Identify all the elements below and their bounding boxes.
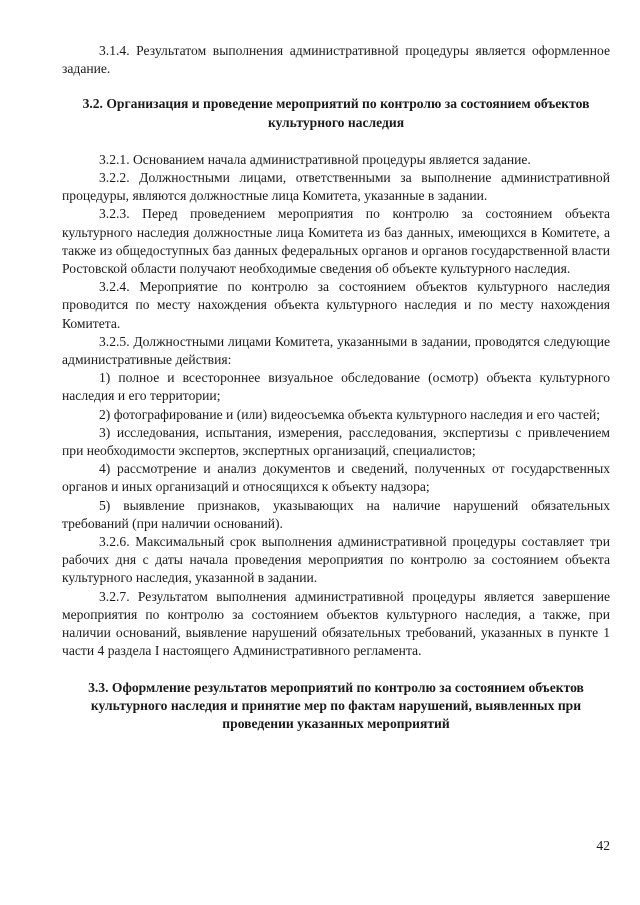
paragraph-3-2-4: 3.2.4. Мероприятие по контролю за состоянием объектов культурного наследия проводится по месту нахождения объекта культурного наследия и по месту нахождения Комитета. [62,279,610,331]
list-item-5: 5) выявление признаков, указывающих на наличие нарушений обязательных требований (при наличии оснований). [62,497,610,531]
section-heading-3-2: 3.2. Организация и проведение мероприятий по контролю за состоянием объектов культурного наследия [82,96,590,130]
list-item-4: 4) рассмотрение и анализ документов и сведений, полученных от государственных органов и иных организаций и относящихся к объекту надзора; [62,461,610,495]
paragraph-3-2-1: 3.2.1. Основанием начала административной процедуры является задание. [99,151,531,167]
paragraph-3-2-7: 3.2.7. Результатом выполнения административной процедуры является завершение мероприятия по контролю за состоянием объектов культурного наследия, а также, при наличии оснований, выявление нарушений обязательных требований, указанных в пункте 1 части 4 раздела I настоящего Административного регламента. [62,588,610,659]
list-item-1: 1) полное и всестороннее визуальное обследование (осмотр) объекта культурного наследия и его территории; [62,370,610,404]
paragraph-3-2-3: 3.2.3. Перед проведением мероприятия по контролю за состоянием объекта культурного наследия должностные лица Комитета из баз данных, имеющихся в Комитете, а также из общедоступных баз данных федеральных органов и органов государственной власти Ростовской области получают необходимые сведения об объекте культурного наследия. [62,206,610,277]
paragraph-3-1-4: 3.1.4. Результатом выполнения административной процедуры является оформленное задание. [62,43,610,77]
section-heading-3-3: 3.3. Оформление результатов мероприятий по контролю за состоянием объектов культурного наследия и принятие мер по фактам нарушений, выявленных при проведении указанных мероприятий [88,679,584,731]
document-page [62,42,610,733]
list-item-3: 3) исследования, испытания, измерения, расследования, экспертизы с привлечением при необходимости экспертов, экспертных организаций, специалистов; [62,424,610,459]
paragraph-3-2-2: 3.2.2. Должностными лицами, ответственными за выполнение административной процедуры, являются должностные лица Комитета, указанные в задании. [62,170,610,204]
paragraph-3-2-6: 3.2.6. Максимальный срок выполнения административной процедуры составляет три рабочих дня с даты начала проведения мероприятия по контролю за состоянием объекта культурного наследия, указанной в задании. [62,534,610,586]
list-item-2: 2) фотографирование и (или) видеосъемка объекта культурного наследия и его частей; [99,406,601,422]
paragraph-3-2-5: 3.2.5. Должностными лицами Комитета, указанными в задании, проводятся следующие административные действия: [62,333,610,368]
page-number: 42 [596,838,610,853]
